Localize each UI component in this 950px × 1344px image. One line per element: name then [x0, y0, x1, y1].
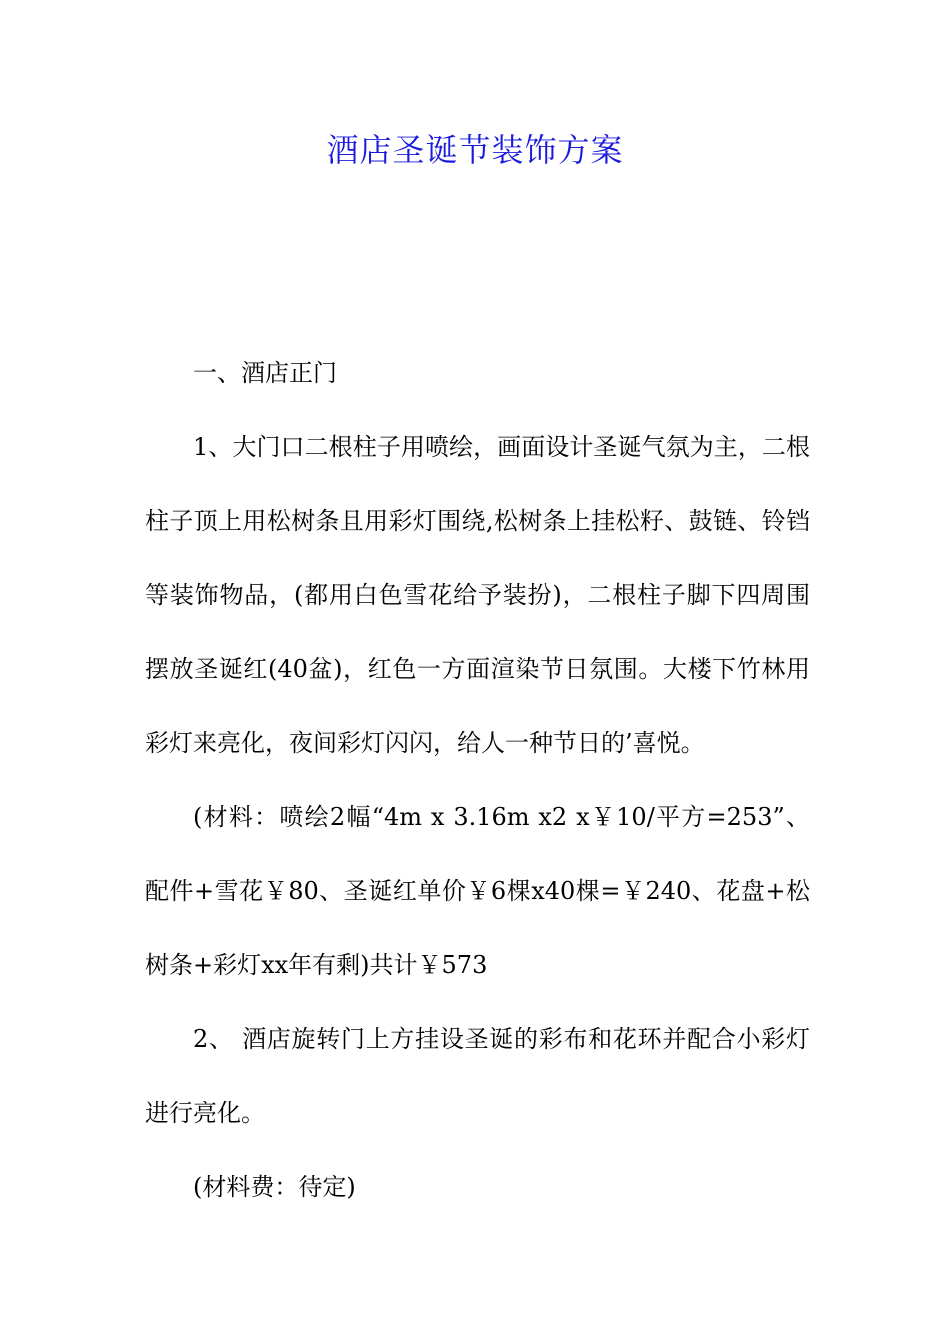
section-heading-main-entrance: 一、酒店正门: [193, 359, 337, 387]
document-body: [145, 336, 810, 1224]
paragraph-revolving-door: 2、 酒店旋转门上方挂设圣诞的彩布和花环并配合小彩灯进行亮化。: [145, 1025, 810, 1127]
document-title: 酒店圣诞节装饰方案: [326, 131, 624, 169]
paragraph-materials-cost: (材料：喷绘2幅“4m x 3.16m x2 x￥10/平方=253”、配件+雪花￥80、圣诞红单价￥6棵x40棵=￥240、花盘+松树条+彩灯xx年有剩)共计￥573: [145, 803, 810, 979]
paragraph-pillars-decoration: 1、大门口二根柱子用喷绘，画面设计圣诞气氛为主，二根柱子顶上用松树条且用彩灯围绕,松树条上挂松籽、鼓链、铃铛等装饰物品，(都用白色雪花给予装扮)，二根柱子脚下四周围摆放圣诞红(40盆)，红色一方面渲染节日氛围。大楼下竹林用彩灯来亮化，夜间彩灯闪闪，给人一种节日的’喜悦。: [145, 433, 810, 757]
paragraph-materials-pending: (材料费：待定): [193, 1173, 356, 1201]
